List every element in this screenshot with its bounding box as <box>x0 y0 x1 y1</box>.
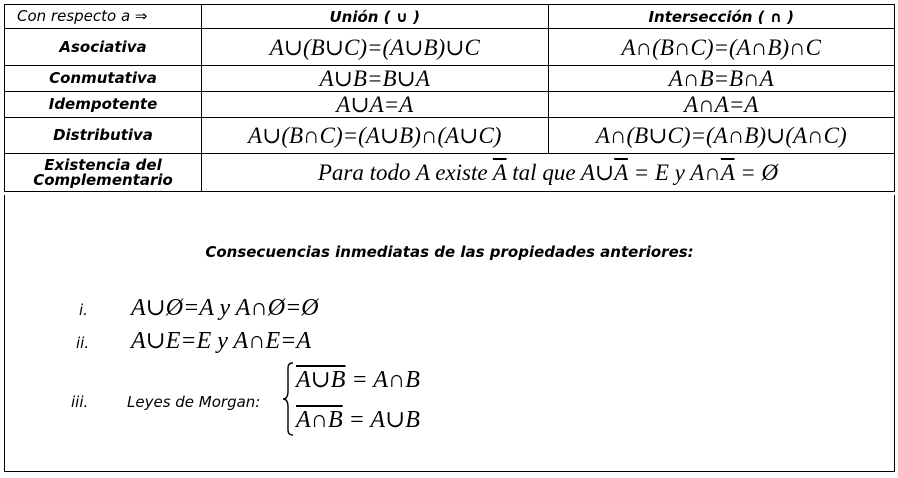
intersection-formula: A∩(B∩C)=(A∩B)∩C <box>548 29 895 66</box>
morgan-law-2-rhs: = A∪B <box>348 407 420 433</box>
property-name: Distributiva <box>5 118 202 154</box>
complement-text-d: = Ø <box>734 159 779 185</box>
union-formula: A∪A=A <box>202 92 549 118</box>
consequence-formula: A∪Ø=A y A∩Ø=Ø <box>131 295 319 321</box>
item-number: i. <box>79 301 88 319</box>
header-union: Unión ( ∪ ) <box>202 5 549 29</box>
header-intersection: Intersección ( ∩ ) <box>548 5 895 29</box>
item-number: ii. <box>76 334 90 352</box>
complement-name-line1: Existencia del <box>44 155 162 174</box>
union-formula: A∪B=B∪A <box>202 66 549 92</box>
morgan-law-1 <box>296 365 420 394</box>
morgan-law-1-rhs: = A∩B <box>351 367 420 393</box>
property-name-complement <box>5 154 202 192</box>
header-respect-label: Con respecto a ⇒ <box>5 5 202 29</box>
row-asociativa <box>5 29 895 66</box>
complement-statement <box>202 154 895 192</box>
property-name: Conmutativa <box>5 66 202 92</box>
complement-abar: $\overline{A}$ <box>492 159 507 185</box>
intersection-formula: A∩B=B∩A <box>548 66 895 92</box>
table-header-row <box>5 5 895 29</box>
intersection-formula: A∩(B∪C)=(A∩B)∪(A∩C) <box>548 118 895 154</box>
brace-icon <box>281 361 295 437</box>
item-number: iii. <box>71 393 89 411</box>
complement-text-b: tal que A∪ <box>506 159 615 185</box>
row-distributiva <box>5 118 895 154</box>
complement-text-c: = E y A∩ <box>627 159 721 185</box>
union-formula: A∪(B∪C)=(A∪B)∪C <box>202 29 549 66</box>
row-idempotente <box>5 92 895 118</box>
consequence-formula: A∪E=E y A∩E=A <box>131 328 312 354</box>
complement-abar: $\overline{A}$ <box>614 159 628 185</box>
morgan-law-2 <box>296 405 420 434</box>
morgan-law-2-lhs: A∩B <box>296 407 343 433</box>
union-formula: A∪(B∩C)=(A∪B)∩(A∪C) <box>202 118 549 154</box>
consequences-box <box>4 195 895 472</box>
morgan-law-1-lhs: A∪B <box>296 367 346 393</box>
row-conmutativa <box>5 66 895 92</box>
complement-abar: $\overline{A}$ <box>720 159 735 185</box>
complement-text-a: Para todo A existe <box>317 159 493 185</box>
consequences-title: Consecuencias inmediatas de las propiedades anteriores: <box>205 243 694 261</box>
property-name: Idempotente <box>5 92 202 118</box>
property-name: Asociativa <box>5 29 202 66</box>
properties-table <box>4 4 895 192</box>
morgan-label: Leyes de Morgan: <box>127 393 261 411</box>
complement-name-line2: Complementario <box>33 170 173 189</box>
row-complementario <box>5 154 895 192</box>
intersection-formula: A∩A=A <box>548 92 895 118</box>
